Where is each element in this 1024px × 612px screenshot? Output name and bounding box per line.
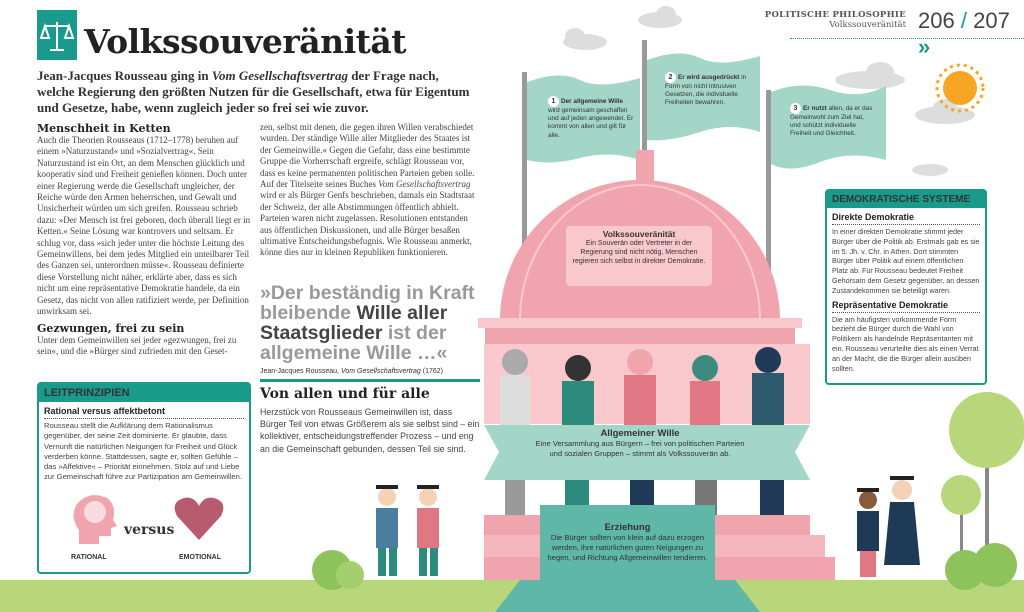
cloud-icon: [835, 62, 905, 89]
quote-part-2: Wille aller Staatsglieder: [260, 302, 448, 344]
erziehung-title: Erziehung: [604, 522, 651, 533]
demokratische-systeme-box: [825, 189, 987, 385]
heading-menschheit: Menschheit in Ketten: [37, 122, 171, 135]
flag-2-text: [665, 72, 753, 108]
flag-2-bold: Er wird ausgedrückt: [678, 74, 740, 81]
erziehung-text: Die Bürger sollten von klein auf dazu erzogen werden, ihre natürlichen guten Neigungen zu hegen, und Richtung Allgemeinwillen tendieren.: [547, 533, 708, 562]
col2-book: Vom Gesellschaftsvertrag: [378, 179, 471, 190]
quote-author: Jean-Jacques Rousseau,: [260, 368, 341, 375]
col2-text-a: zen, selbst mit denen, die gegen ihren Willen verabschiedet wurden. Der ständige Wille aller Mitglieder des Staates ist der Gemeinwille.« Gegen die Gefahr, dass eine bestimmte Gruppe die Vorherrschaft ergreife, schlägt Rousseau vor, dass es keine permanenten politischen Parteien geben solle. Auf der Titelseite seines Buches: [260, 122, 475, 190]
demo-heading: DEMOKRATISCHE SYSTEME: [827, 191, 985, 208]
dome-title: Volkssouveränität: [602, 229, 676, 239]
flag-1-number: 1: [548, 96, 559, 107]
head-brain-icon: [69, 492, 119, 547]
wille-text: Eine Versammlung aus Bürgern – frei von politischen Parteien und sozialen Gruppen – stimmt als Volkssouverän ab.: [535, 439, 745, 458]
page-numbers: [918, 8, 1024, 60]
demo-text-direkt: In einer direkten Demokratie stimmt jeder Bürger über die Politik ab. Erstmals gab es sie im 5. Jh. v. Chr. in Athen. Dort stimmten Bürger über Politik auf einem öffentlichen Platz ab. Für Rousseau bedeutet Freiheit Gehorsam dem Gesetz gegenüber, an dessen Zustandekommen sie beteiligt waren.: [832, 227, 980, 295]
demo-subheading-direkt: Direkte Demokratie: [832, 212, 980, 225]
page-right: 207: [973, 8, 1010, 33]
quote-book: Vom Gesellschaftsvertrag: [340, 368, 421, 375]
intro-book: Vom Gesellschaftsvertrag: [211, 68, 348, 83]
leitprinzipien-heading: LEITPRINZIPIEN: [39, 384, 249, 402]
flag-2-body: in Form von nicht intrusiven Gesetzen, die individuelle Freiheiten bewahren.: [665, 74, 747, 107]
erziehung-label: [545, 522, 710, 563]
emotional-label: EMOTIONAL: [179, 554, 221, 561]
quote-part-3: ist der allgemeine Wille …«: [260, 322, 448, 364]
page-title: Volkssouveränität: [84, 22, 406, 61]
leitprinzipien-subheading: Rational versus affektbetont: [44, 406, 244, 419]
header-divider: [790, 38, 1024, 39]
header-category: POLITISCHE PHILOSOPHIE: [764, 10, 906, 20]
demo-subheading-repraesentativ: Repräsentative Demokratie: [832, 300, 980, 313]
wille-title: Allgemeiner Wille: [600, 428, 680, 439]
flag-3-number: 3: [790, 103, 801, 114]
column-2: [260, 122, 480, 259]
pull-quote: [260, 283, 480, 363]
quote-part-1: »Der beständig in Kraft bleibende: [260, 282, 475, 324]
intro-text: [37, 68, 477, 116]
section-von-allen: [260, 386, 480, 455]
heart-icon: [174, 496, 224, 541]
page-separator: /: [960, 8, 967, 33]
cloud-icon: [912, 164, 948, 176]
flag-2-number: 2: [665, 72, 676, 83]
allgemeiner-wille-label: [500, 428, 780, 459]
flag-1-body: wird gemeinsam geschaffen und auf jeden angewendet. Er kommt von allen und gilt für alle.: [548, 107, 634, 139]
dome-label: [566, 226, 712, 286]
cloud-icon: [638, 6, 682, 28]
divider: [260, 379, 480, 382]
paragraph-gezwungen: Unter dem Gemeinwillen sei jeder »gezwungen, frei zu sein«, und die »Bürger sind zufrieden mit den Geset-: [37, 334, 237, 356]
intro-pre: Jean-Jacques Rousseau ging in: [37, 68, 212, 83]
scales-logo-icon: [37, 10, 77, 60]
dome-text: Ein Souverän oder Vertreter in der Regierung sind nicht nötig, Menschen regieren sich selbst in direkter Demokratie.: [572, 240, 706, 265]
flag-3-text: [790, 103, 875, 139]
quote-attribution: [260, 368, 443, 375]
flag-1-text: [548, 96, 636, 140]
heading-gezwungen: Gezwungen, frei zu sein: [37, 321, 185, 335]
page-left: 206: [918, 8, 955, 33]
quote-year: (1762): [420, 368, 444, 375]
rational-label: RATIONAL: [71, 554, 107, 561]
versus-label: versus: [124, 522, 175, 538]
running-header: [765, 10, 906, 30]
paragraph-von-allen: Herzstück von Rousseaus Gemeinwillen ist, dass Bürger Teil von etwas Größerem als sie selbst sind – ein kollektiver, entscheidungstreffender Prozess – und eng an die Gemeinschaft gebunden, dessen Teil sie sind.: [260, 407, 480, 454]
paragraph-menschheit: Auch die Theorien Rousseaus (1712–1778) beruhen auf einem »Naturzustand« und »Sozialvertrag«. Sein Naturzustand ist ein Ort, an dem Menschen glücklich und kooperativ sind und Freiheit genießen können. Doch unter einer Regierung werde die Gesellschaft ungleicher, der Reiche würde den Armen beherrschen, und Gewalt und Unsicherheit würden um sich greifen. Rousseau schrieb dazu: »Der Mensch ist frei geboren, doch überall liegt er in Ketten.« Seine Lösung war kontrovers und seltsam. Er schlug vor, dass »sich jeder unter die höchste Leitung des Gemeinwillens, bei dem jedes Mitglied ein unteilbarer Teil des Ganzen sei, unterordnen müsse«. Rousseau definierte diese Vorstellung nicht näher, erklärte aber, dass es sich nicht um eine repräsentative Demokratie handele, da ein Gesetz, das nicht von allen ratifiziert werde, per Definition unwirksam sei.: [37, 135, 251, 317]
intro-post: der Frage nach, welche Regierung den größten Nutzen für die Gesellschaft, etwa für Eigentum und Gesetze, habe, wenn zugleich jeder so frei sei wie zuvor.: [37, 68, 470, 115]
flag-3-bold: Er nutzt: [803, 105, 827, 112]
col2-text-b: wird er als Bürger Genfs beschrieben, damals ein Stadtstaat der Schweiz, der alle Abstimmungen öffentlich abhielt. Parteien waren nicht zugelassen. Resolutionen entstanden aus öffentlichen Diskussionen, und alle Bürger besaßen ultimative Entscheidungsbefugnis. Wie Rousseau anmerkt, könne dies nur in kleinen Republiken funktionieren.: [260, 190, 475, 258]
heading-von-allen: Von allen und für alle: [260, 386, 430, 402]
cloud-icon: [563, 28, 607, 50]
leitprinzipien-box: [37, 382, 251, 574]
flag-3-body: allen, da er das Gemeinwohl zum Ziel hat, und schützt individuelle Freiheit und Gleichheit.: [790, 105, 873, 138]
chevrons-icon: »: [918, 34, 931, 59]
column-1: [37, 122, 252, 357]
demo-text-repraesentativ: Die am häufigsten vorkommende Form bezieht die Bürger durch die Wahl von Politikern als handelnde Repräsentanten mit ein. Rousseau verurteilte dies als einen Verrat an der Macht, die die Bürger allein ausüben sollten.: [832, 314, 979, 373]
leitprinzipien-text: Rousseau stellt die Aufklärung dem Rationalismus gegenüber, der seine Zeit dominierte. Er glaubte, dass Vernunft die natürlichen Neigungen für Freiheit und Glück verderben könne. Stattdessen, sagte er, sollten Gefühle – das »Affektive« – Priorität einnehmen. Stolz auf und Liebe zur Gemeinschaft führe zur Partizipation am Gemeinwillen.: [44, 421, 242, 482]
header-subtitle: Volkssouveränität: [829, 20, 906, 30]
flag-1-bold: Der allgemeine Wille: [561, 98, 624, 105]
